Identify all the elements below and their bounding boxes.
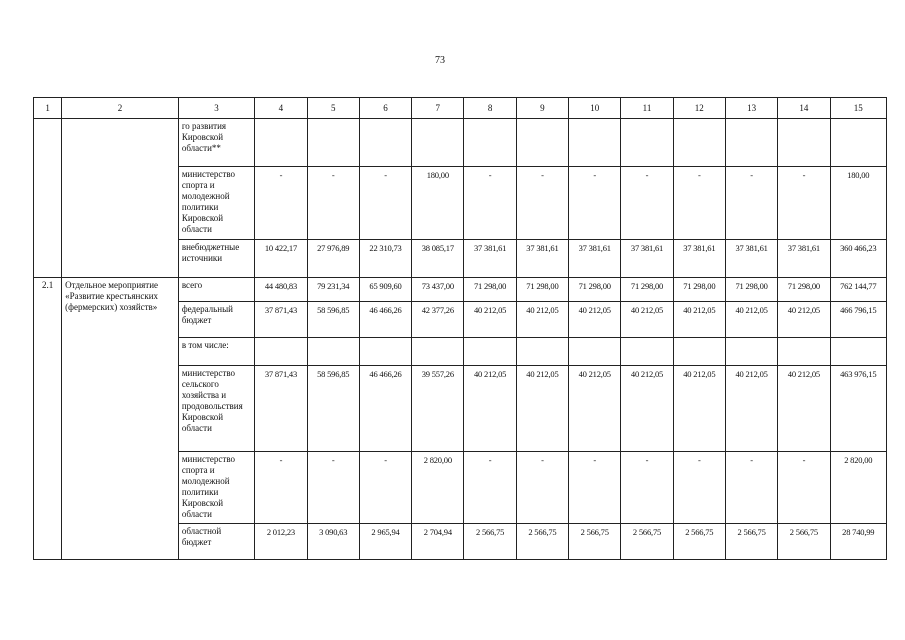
value-cell: 40 212,05	[464, 366, 516, 452]
value-cell: 40 212,05	[569, 366, 621, 452]
value-cell: 2 704,94	[412, 524, 464, 560]
value-cell: 71 298,00	[516, 278, 568, 302]
value-cell: 40 212,05	[464, 302, 516, 338]
funding-source-cell: министерство сельского хозяйства и продовольствия Кировской области	[178, 366, 254, 452]
value-cell: 40 212,05	[569, 302, 621, 338]
column-number: 15	[830, 98, 886, 119]
budget-table	[33, 97, 887, 560]
index-cell	[34, 119, 62, 278]
value-cell: -	[673, 167, 725, 240]
value-cell: 46 466,26	[359, 366, 411, 452]
value-cell: 38 085,17	[412, 240, 464, 278]
value-cell: -	[516, 452, 568, 524]
column-number: 3	[178, 98, 254, 119]
column-number: 7	[412, 98, 464, 119]
value-cell: 2 566,75	[516, 524, 568, 560]
value-cell: 463 976,15	[830, 366, 886, 452]
value-cell: 2 566,75	[725, 524, 777, 560]
value-cell: -	[621, 167, 673, 240]
value-cell: -	[464, 452, 516, 524]
page-number: 73	[435, 55, 445, 66]
value-cell: 40 212,05	[725, 302, 777, 338]
funding-source-cell: федеральный бюджет	[178, 302, 254, 338]
value-cell: 39 557,26	[412, 366, 464, 452]
value-cell: 466 796,15	[830, 302, 886, 338]
value-cell: -	[464, 167, 516, 240]
value-cell: 40 212,05	[516, 302, 568, 338]
value-cell: 762 144,77	[830, 278, 886, 302]
value-cell: 58 596,85	[307, 302, 359, 338]
value-cell: 2 566,75	[464, 524, 516, 560]
column-number: 11	[621, 98, 673, 119]
value-cell: 71 298,00	[725, 278, 777, 302]
table-row	[34, 119, 887, 167]
value-cell: 37 381,61	[673, 240, 725, 278]
value-cell: 40 212,05	[621, 302, 673, 338]
funding-source-cell: го развития Кировской области**	[178, 119, 254, 167]
value-cell: 37 871,43	[255, 366, 307, 452]
value-cell: -	[359, 167, 411, 240]
value-cell: -	[569, 452, 621, 524]
column-number: 4	[255, 98, 307, 119]
value-cell: 71 298,00	[673, 278, 725, 302]
value-cell: 2 566,75	[778, 524, 830, 560]
column-number: 2	[62, 98, 179, 119]
value-cell: 27 976,89	[307, 240, 359, 278]
value-cell: -	[307, 452, 359, 524]
column-number: 14	[778, 98, 830, 119]
funding-source-cell: внебюджетные источники	[178, 240, 254, 278]
funding-source-cell: в том числе:	[178, 338, 254, 366]
value-cell: 2 965,94	[359, 524, 411, 560]
value-cell: 2 820,00	[412, 452, 464, 524]
value-cell: 37 381,61	[516, 240, 568, 278]
value-cell: 71 298,00	[569, 278, 621, 302]
value-cell: 37 871,43	[255, 302, 307, 338]
value-cell: 65 909,60	[359, 278, 411, 302]
value-cell: 40 212,05	[621, 366, 673, 452]
value-cell: -	[725, 452, 777, 524]
value-cell: 3 090,63	[307, 524, 359, 560]
value-cell: -	[621, 452, 673, 524]
value-cell: 37 381,61	[778, 240, 830, 278]
value-cell: -	[255, 167, 307, 240]
value-cell: 73 437,00	[412, 278, 464, 302]
value-cell: 40 212,05	[778, 302, 830, 338]
value-cell: 40 212,05	[673, 366, 725, 452]
column-number: 1	[34, 98, 62, 119]
value-cell: 58 596,85	[307, 366, 359, 452]
value-cell: -	[307, 167, 359, 240]
column-number-row	[34, 98, 887, 119]
funding-source-cell: областной бюджет	[178, 524, 254, 560]
value-cell: -	[725, 167, 777, 240]
value-cell: 40 212,05	[778, 366, 830, 452]
funding-source-cell: министерство спорта и молодежной политики Кировской области	[178, 452, 254, 524]
value-cell: -	[673, 452, 725, 524]
value-cell: 79 231,34	[307, 278, 359, 302]
activity-cell	[62, 119, 179, 278]
table-row	[34, 278, 887, 302]
value-cell: 2 012,23	[255, 524, 307, 560]
value-cell: 40 212,05	[516, 366, 568, 452]
value-cell: 2 566,75	[621, 524, 673, 560]
index-cell: 2.1	[34, 278, 62, 560]
value-cell: 2 566,75	[673, 524, 725, 560]
value-cell: 37 381,61	[621, 240, 673, 278]
value-cell: -	[516, 167, 568, 240]
column-number: 10	[569, 98, 621, 119]
value-cell: 22 310,73	[359, 240, 411, 278]
column-number: 9	[516, 98, 568, 119]
activity-cell: Отдельное мероприятие «Развитие крестьянских (фермерских) хозяйств»	[62, 278, 179, 560]
funding-source-cell: министерство спорта и молодежной политики Кировской области	[178, 167, 254, 240]
value-cell: 40 212,05	[673, 302, 725, 338]
column-number: 12	[673, 98, 725, 119]
value-cell: 37 381,61	[569, 240, 621, 278]
value-cell: 46 466,26	[359, 302, 411, 338]
column-number: 5	[307, 98, 359, 119]
value-cell: 71 298,00	[778, 278, 830, 302]
funding-source-cell: всего	[178, 278, 254, 302]
value-cell: -	[255, 452, 307, 524]
column-number: 6	[359, 98, 411, 119]
value-cell: 44 480,83	[255, 278, 307, 302]
value-cell: 71 298,00	[621, 278, 673, 302]
value-cell: 40 212,05	[725, 366, 777, 452]
value-cell: 360 466,23	[830, 240, 886, 278]
value-cell: 28 740,99	[830, 524, 886, 560]
value-cell: 180,00	[412, 167, 464, 240]
value-cell: 10 422,17	[255, 240, 307, 278]
value-cell: 71 298,00	[464, 278, 516, 302]
value-cell: -	[778, 452, 830, 524]
value-cell: 2 566,75	[569, 524, 621, 560]
value-cell: -	[569, 167, 621, 240]
column-number: 13	[725, 98, 777, 119]
value-cell: 37 381,61	[725, 240, 777, 278]
column-number: 8	[464, 98, 516, 119]
value-cell: 2 820,00	[830, 452, 886, 524]
value-cell: 180,00	[830, 167, 886, 240]
value-cell: -	[359, 452, 411, 524]
value-cell: 37 381,61	[464, 240, 516, 278]
value-cell: -	[778, 167, 830, 240]
value-cell: 42 377,26	[412, 302, 464, 338]
